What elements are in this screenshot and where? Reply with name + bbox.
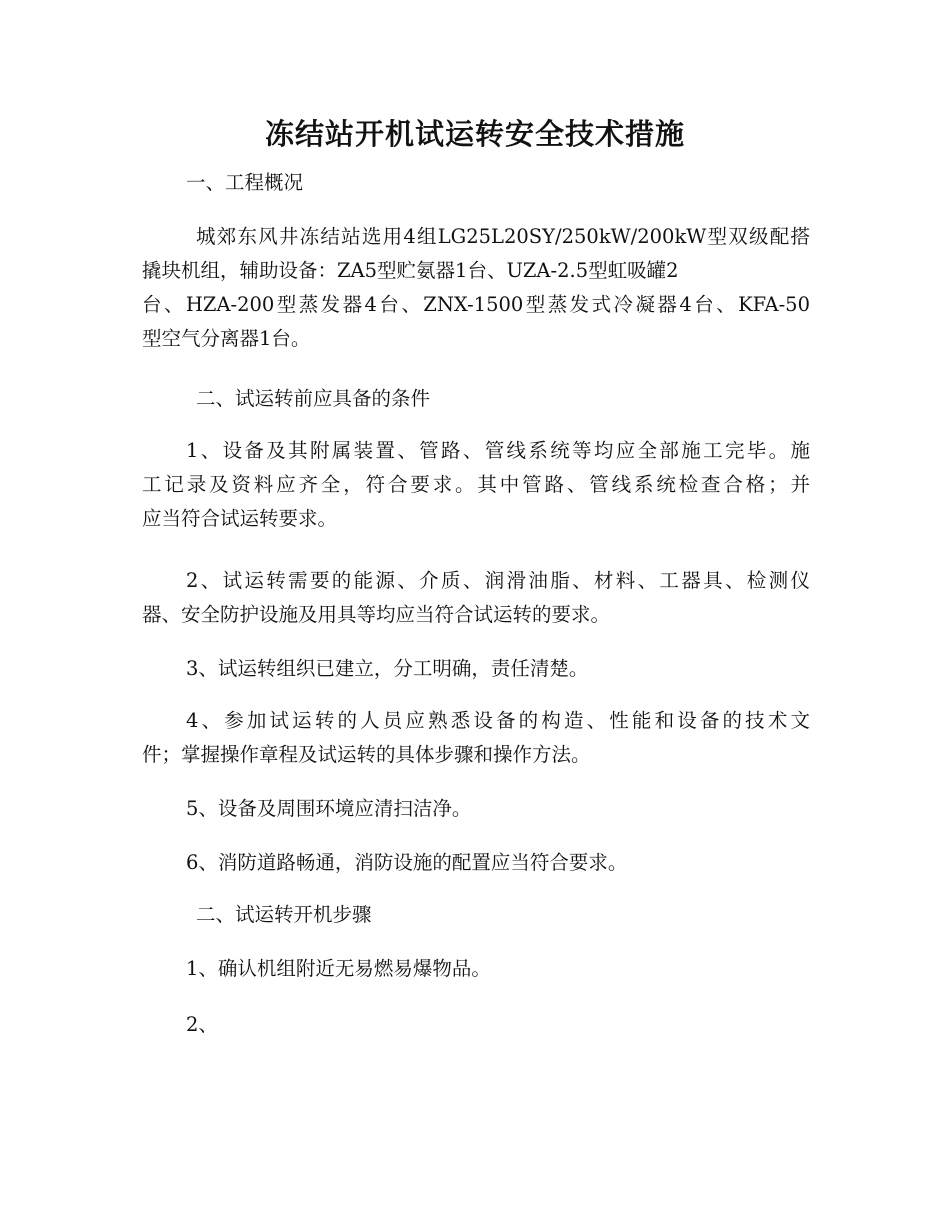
paragraph-line: 2、试运转需要的能源、介质、润滑油脂、材料、工器具、检测仪 [186,569,810,592]
list-item-startup-2: 2、 [186,1013,218,1036]
document-title: 冻结站开机试运转安全技术措施 [264,117,685,151]
paragraph-line: 1、设备及其附属装置、管路、管线系统等均应全部施工完毕。施 [186,439,810,462]
paragraph-overview [142,220,810,356]
paragraph-line: 台、HZA-200型蒸发器4台、ZNX-1500型蒸发式冷凝器4台、KFA-50 [142,293,810,316]
list-item-startup-1: 1、确认机组附近无易燃易爆物品。 [186,957,491,980]
list-item-precondition-1 [142,434,810,536]
paragraph-line: 件；掌握操作章程及试运转的具体步骤和操作方法。 [142,743,591,766]
list-item-precondition-5: 5、设备及周围环境应清扫洁净。 [186,797,472,820]
paragraph-line: 撬块机组，辅助设备：ZA5型贮氨器1台、UZA-2.5型虹吸罐2 [142,259,679,282]
list-item-precondition-3: 3、试运转组织已建立，分工明确，责任清楚。 [186,657,589,680]
section-heading-startup-steps: 二、试运转开机步骤 [196,903,372,926]
list-item-precondition-2 [142,564,810,632]
paragraph-line: 型空气分离器1台。 [142,327,311,350]
section-heading-overview: 一、工程概况 [186,171,304,194]
paragraph-line: 应当符合试运转要求。 [142,507,338,530]
paragraph-line: 4、参加试运转的人员应熟悉设备的构造、性能和设备的技术文 [186,709,810,732]
paragraph-line: 工记录及资料应齐全，符合要求。其中管路、管线系统检查合格；并 [142,473,810,496]
section-heading-preconditions: 二、试运转前应具备的条件 [196,387,431,410]
paragraph-line: 器、安全防护设施及用具等均应当符合试运转的要求。 [142,603,611,626]
paragraph-line: 城郊东风井冻结站选用4组LG25L20SY/250kW/200kW型双级配搭 [196,225,810,248]
list-item-precondition-6: 6、消防道路畅通，消防设施的配置应当符合要求。 [186,851,628,874]
list-item-precondition-4 [142,704,810,772]
